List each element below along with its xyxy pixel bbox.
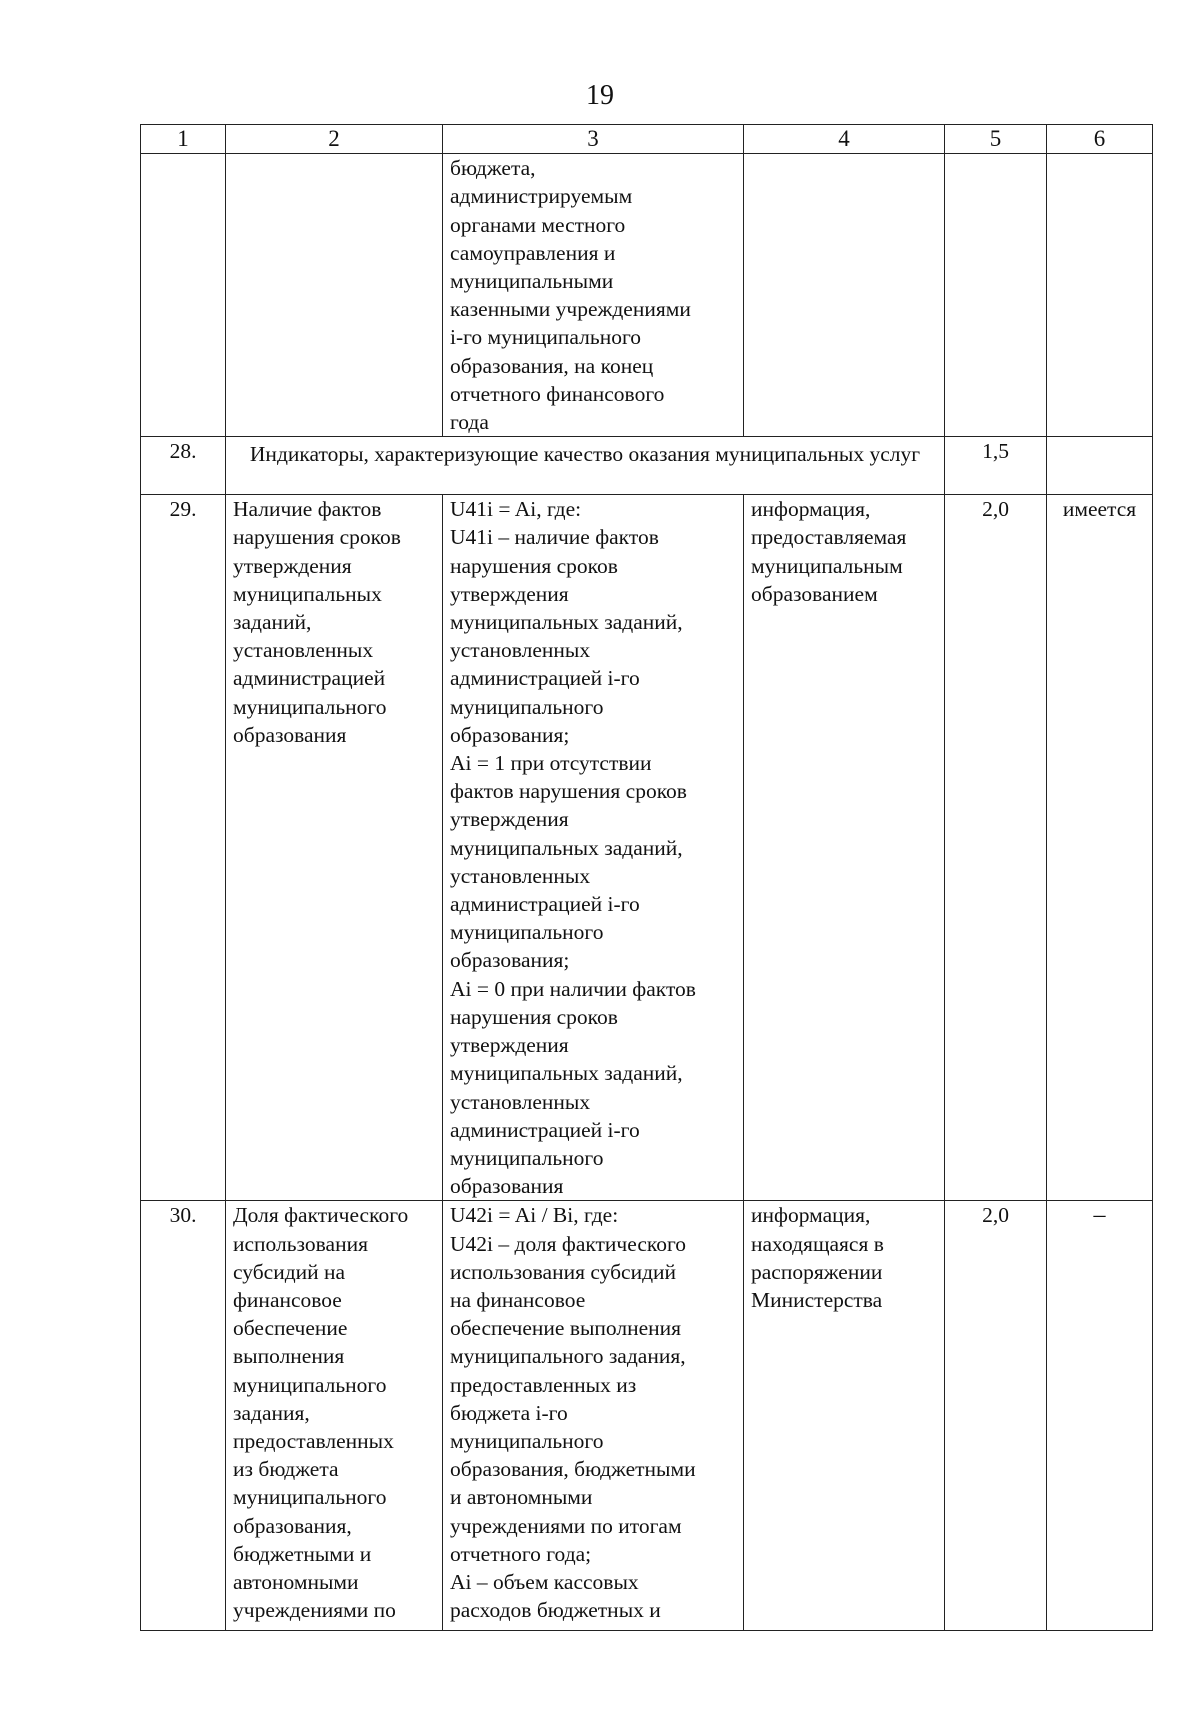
text-line: муниципального	[450, 1428, 604, 1453]
text-line: i-го муниципального	[450, 325, 641, 350]
text-line: муниципального	[233, 1485, 387, 1510]
text-line: субсидий на	[233, 1259, 346, 1284]
text-line: муниципальными	[450, 269, 614, 294]
formula-cell	[443, 1201, 744, 1631]
text-line: администрацией i-го	[450, 666, 640, 691]
note-value: –	[1047, 1201, 1153, 1631]
text-line: использования субсидий	[450, 1259, 677, 1284]
table-row-29	[141, 495, 1153, 1201]
data-source-cell	[744, 1201, 945, 1631]
text-line: муниципальных заданий,	[450, 835, 683, 860]
text-line: на финансовое	[450, 1287, 586, 1312]
formula-cell	[443, 495, 744, 1201]
text-line: администрацией	[233, 666, 386, 691]
text-line: информация,	[751, 1203, 871, 1228]
text-line: фактов нарушения сроков	[450, 779, 687, 804]
text-line: U42i = Ai / Bi, где:	[450, 1203, 619, 1228]
text-line: обеспечение	[233, 1316, 348, 1341]
text-line: муниципального	[450, 920, 604, 945]
row-number: 28.	[141, 437, 226, 495]
row-number: 29.	[141, 495, 226, 1201]
text-line: распоряжении	[751, 1259, 883, 1284]
text-line: Министерства	[751, 1287, 883, 1312]
text-line: бюджета i-го	[450, 1400, 568, 1425]
text-line: утверждения	[450, 1033, 569, 1058]
text-line: и автономными	[450, 1485, 593, 1510]
text-line: задания,	[233, 1400, 310, 1425]
cell-empty	[226, 154, 443, 437]
text-line: установленных	[450, 863, 591, 888]
weight-value: 2,0	[945, 1201, 1047, 1631]
text-line: муниципального задания,	[450, 1344, 686, 1369]
text-line: установленных	[450, 1089, 591, 1114]
text-line: предоставленных из	[450, 1372, 637, 1397]
header-col-6: 6	[1047, 125, 1153, 154]
continuation-formula-cell	[443, 154, 744, 437]
weight-value: 2,0	[945, 495, 1047, 1201]
table-header-row	[141, 125, 1153, 154]
text-line: образования, на конец	[450, 353, 654, 378]
text-line: муниципальных заданий,	[450, 1061, 683, 1086]
indicator-name-cell	[226, 495, 443, 1201]
text-line: органами местного	[450, 212, 626, 237]
text-line: муниципального	[450, 1145, 604, 1170]
text-line: U41i = Ai, где:	[450, 497, 582, 522]
header-col-2: 2	[226, 125, 443, 154]
text-line: установленных	[450, 638, 591, 663]
text-line: заданий,	[233, 610, 312, 635]
header-col-5: 5	[945, 125, 1047, 154]
header-col-1: 1	[141, 125, 226, 154]
text-line: из бюджета	[233, 1457, 339, 1482]
page-number: 19	[586, 80, 614, 111]
table-row-continuation	[141, 154, 1153, 437]
text-line: образованием	[751, 581, 878, 606]
text-line: U42i – доля фактического	[450, 1231, 687, 1256]
text-line: предоставляемая	[751, 525, 907, 550]
row-number: 30.	[141, 1201, 226, 1631]
text-line: предоставленных	[233, 1428, 394, 1453]
table-row-30	[141, 1201, 1153, 1631]
text-line: нарушения сроков	[233, 525, 401, 550]
text-line: учреждениями по	[233, 1598, 396, 1623]
text-line: установленных	[233, 638, 374, 663]
text-line: находящаяся в	[751, 1231, 884, 1256]
text-line: отчетного финансового	[450, 381, 665, 406]
text-line: учреждениями по итогам	[450, 1513, 682, 1538]
text-line: расходов бюджетных и	[450, 1598, 661, 1623]
data-source-cell	[744, 495, 945, 1201]
text-line: автономными	[233, 1569, 359, 1594]
text-line: муниципальных	[233, 581, 382, 606]
cell-empty	[1047, 154, 1153, 437]
table-row-section-28	[141, 437, 1153, 495]
header-col-3: 3	[443, 125, 744, 154]
text-line: года	[450, 410, 489, 435]
text-line: администрацией i-го	[450, 1117, 640, 1142]
text-line: утверждения	[450, 807, 569, 832]
text-line: образования	[450, 1174, 564, 1199]
text-line: муниципальным	[751, 553, 903, 578]
text-line: Наличие фактов	[233, 497, 382, 522]
text-line: муниципального	[233, 1372, 387, 1397]
text-line: образования,	[233, 1513, 352, 1538]
note-value: имеется	[1047, 495, 1153, 1201]
text-line: Ai – объем кассовых	[450, 1569, 639, 1594]
text-line: образования;	[450, 948, 570, 973]
text-line: бюджета,	[450, 156, 536, 181]
text-line: информация,	[751, 497, 871, 522]
cell-empty	[1047, 437, 1153, 495]
indicators-table	[140, 124, 1153, 1631]
cell-empty	[945, 154, 1047, 437]
text-line: образования, бюджетными	[450, 1457, 696, 1482]
text-line: использования	[233, 1231, 368, 1256]
weight-value: 1,5	[945, 437, 1047, 495]
text-line: бюджетными и	[233, 1541, 372, 1566]
text-line: администрируемым	[450, 184, 633, 209]
text-line: муниципального	[233, 694, 387, 719]
text-line: нарушения сроков	[450, 553, 618, 578]
text-line: Доля фактического	[233, 1203, 409, 1228]
text-line: выполнения	[233, 1344, 345, 1369]
indicator-name-cell	[226, 1201, 443, 1631]
text-line: казенными учреждениями	[450, 297, 691, 322]
text-line: самоуправления и	[450, 240, 616, 265]
text-line: финансовое	[233, 1287, 342, 1312]
text-line: обеспечение выполнения	[450, 1316, 682, 1341]
text-line: Ai = 0 при наличии фактов	[450, 976, 696, 1001]
section-title: Индикаторы, характеризующие качество оказания муниципальных услуг	[226, 437, 945, 495]
text-line: утверждения	[233, 553, 352, 578]
text-line: администрацией i-го	[450, 892, 640, 917]
text-line: Ai = 1 при отсутствии	[450, 751, 652, 776]
cell-empty	[744, 154, 945, 437]
text-line: образования;	[450, 722, 570, 747]
cell-empty	[141, 154, 226, 437]
text-line: нарушения сроков	[450, 1004, 618, 1029]
text-line: муниципального	[450, 694, 604, 719]
text-line: утверждения	[450, 581, 569, 606]
header-col-4: 4	[744, 125, 945, 154]
text-line: U41i – наличие фактов	[450, 525, 659, 550]
text-line: муниципальных заданий,	[450, 610, 683, 635]
text-line: образования	[233, 722, 347, 747]
text-line: отчетного года;	[450, 1541, 592, 1566]
